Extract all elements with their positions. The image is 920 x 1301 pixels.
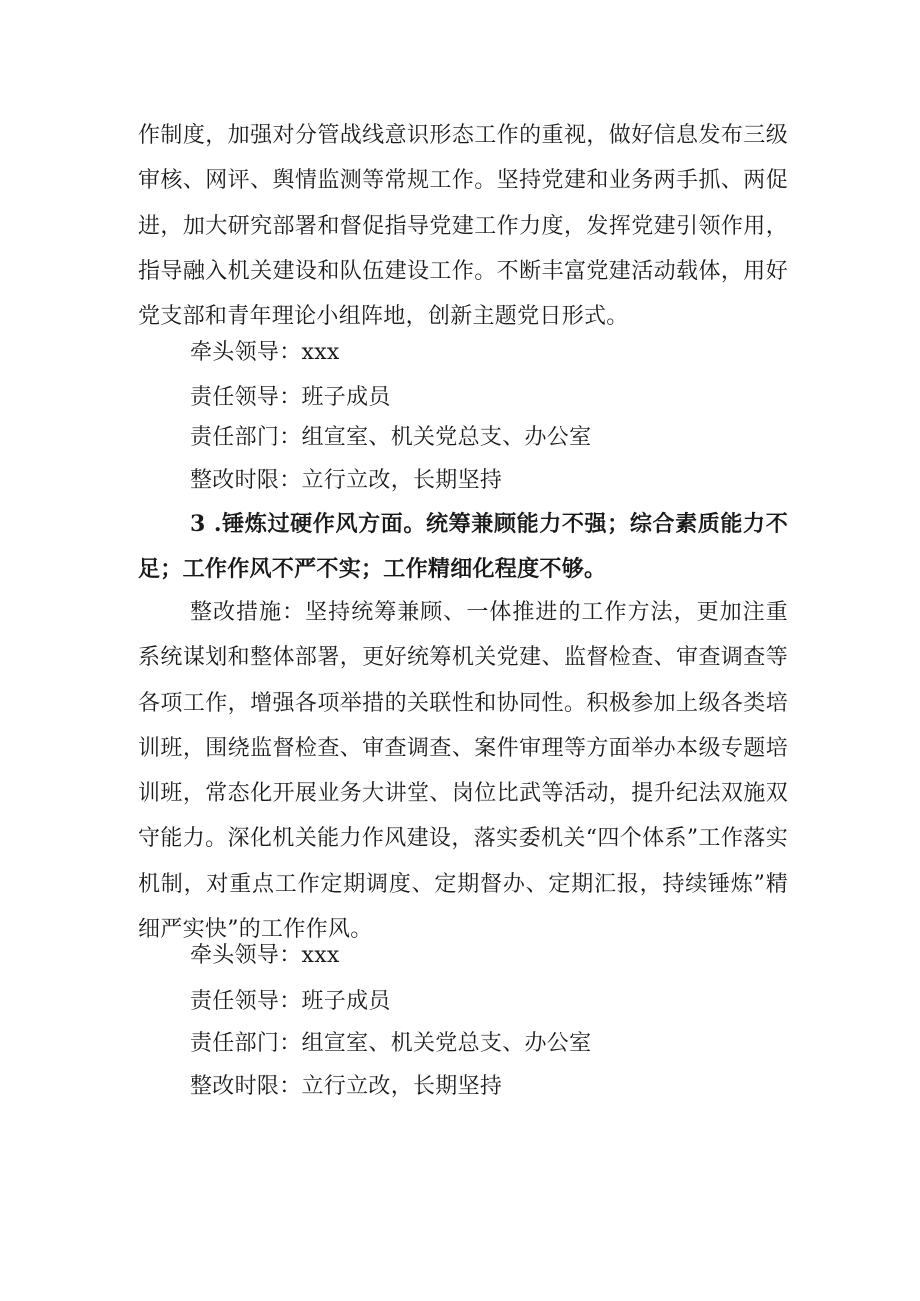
- section-3-measures-paragraph: 整改措施：坚持统筹兼顾、一体推进的工作方法，更加注重系统谋划和整体部署，更好统筹机关党建、监督检查、审查调查等各项工作，增强各项举措的关联性和协同性。积极参加上级各类培训班，围绕监督检查、审查调查、案件审理等方面举办本级专题培训班，常态化开展业务大讲堂、岗位比武等活动，提升纪法双施双守能力。深化机关能力作风建设，落实委机关“四个体系”工作落实机制，对重点工作定期调度、定期督办、定期汇报，持续锤炼”精细严实快”的工作作风。: [138, 600, 788, 943]
- section-3-responsible-leader: 责任领导：班子成员: [190, 989, 391, 1014]
- section-3-lead-leader: 牵头领导：xxx: [190, 943, 340, 968]
- section-3-deadline: 整改时限：立行立改，长期坚持: [190, 1074, 503, 1099]
- section-2-deadline: 整改时限：立行立改，长期坚持: [190, 468, 503, 493]
- section-3-heading: 3 .锤炼过硬作风方面。统筹兼顾能力不强；综合素质能力不足；工作作风不严不实；工作精细化程度不够。: [138, 511, 788, 583]
- section-2-responsible-dept: 责任部门：组宣室、机关党总支、办公室: [190, 425, 592, 450]
- section-3-responsible-dept: 责任部门：组宣室、机关党总支、办公室: [190, 1031, 592, 1056]
- section-2-lead-leader: 牵头领导：xxx: [190, 340, 340, 365]
- section-2-continuation-paragraph: 作制度，加强对分管战线意识形态工作的重视，做好信息发布三级审核、网评、舆情监测等常规工作。坚持党建和业务两手抓、两促进，加大研究部署和督促指导党建工作力度，发挥党建引领作用，指导融入机关建设和队伍建设工作。不断丰富党建活动载体，用好党支部和青年理论小组阵地，创新主题党日形式。: [138, 123, 788, 330]
- section-2-responsible-leader: 责任领导：班子成员: [190, 385, 391, 410]
